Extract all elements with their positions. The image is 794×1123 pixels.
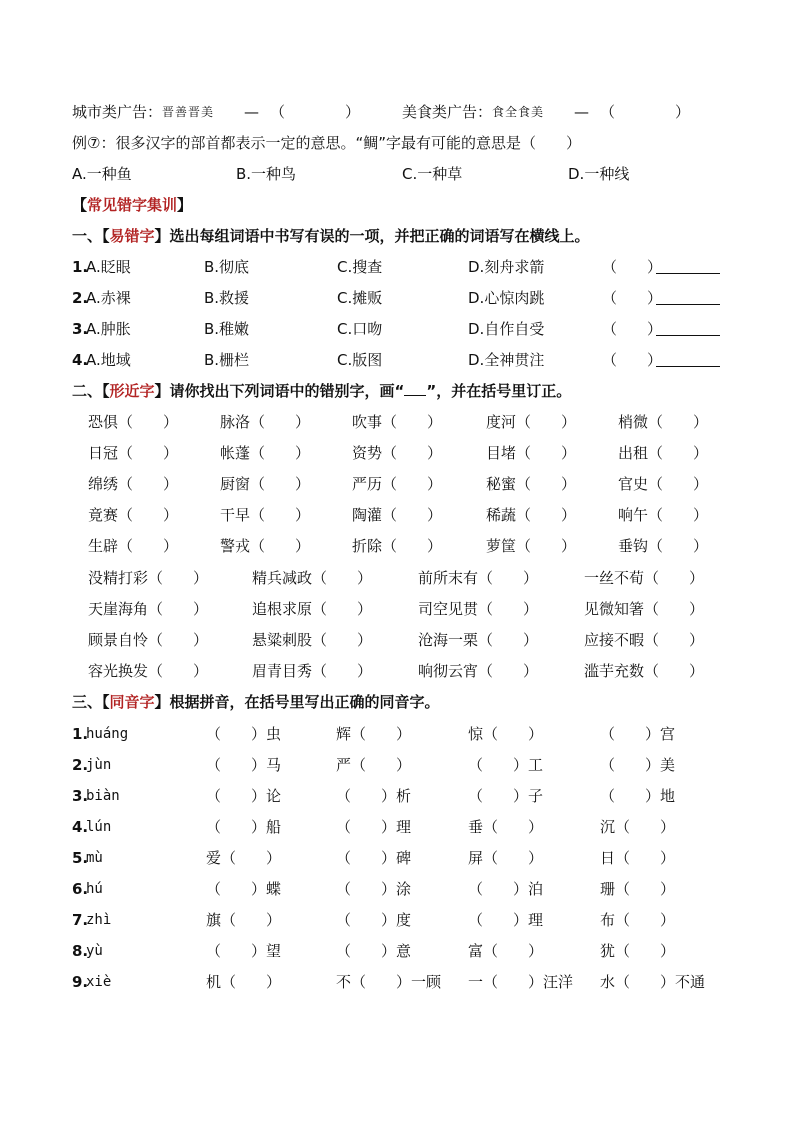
word[interactable]: 生辟	[88, 537, 119, 555]
correction-paren[interactable]: （ ）	[516, 506, 577, 524]
option-c[interactable]: C.一种草	[402, 165, 463, 183]
fill-in-cell[interactable]: （ ）子	[468, 787, 544, 805]
part2-heading: 二、【形近字】请你找出下列词语中的错别字，画“ ”，并在括号里订正。	[72, 382, 572, 400]
food-ad-answer[interactable]: （ ）	[600, 103, 691, 121]
section-title-text: 常见错字集训	[87, 196, 178, 214]
word[interactable]: 脉洛	[220, 413, 251, 431]
word[interactable]: 稀蔬	[486, 506, 517, 524]
fill-in-cell[interactable]: 水（ ）不通	[600, 973, 706, 991]
correction-paren[interactable]: （ ）	[516, 444, 577, 462]
part3-row	[72, 784, 734, 808]
correction-paren[interactable]: （ ）	[648, 506, 709, 524]
correction-paren[interactable]: （ ）	[148, 600, 209, 618]
word[interactable]: 竟赛	[88, 506, 119, 524]
idiom[interactable]: 见微知箸	[584, 600, 645, 618]
part2-idiom-row	[72, 566, 734, 590]
fill-in-cell[interactable]: 布（ ）	[600, 911, 676, 929]
fill-in-cell[interactable]: 旗（ ）	[206, 911, 282, 929]
fill-in-cell[interactable]: 屏（ ）	[468, 849, 544, 867]
pinyin: hú	[86, 881, 103, 897]
idiom[interactable]: 天崖海角	[88, 600, 149, 618]
fill-in-cell[interactable]: 沉（ ）	[600, 818, 676, 836]
correction-paren[interactable]: （ ）	[382, 537, 443, 555]
word[interactable]: 严历	[352, 475, 383, 493]
fill-in-cell[interactable]: （ ）马	[206, 756, 282, 774]
idiom[interactable]: 响彻云宵	[418, 662, 479, 680]
answer-paren[interactable]: （ ）	[602, 289, 663, 307]
fill-in-cell[interactable]: （ ）工	[468, 756, 544, 774]
correction-paren[interactable]: （ ）	[382, 475, 443, 493]
correction-paren[interactable]: （ ）	[250, 475, 311, 493]
word[interactable]: 目堵	[486, 444, 517, 462]
fill-in-cell[interactable]: （ ）理	[468, 911, 544, 929]
correction-paren[interactable]: （ ）	[648, 475, 709, 493]
fill-in-cell[interactable]: （ ）意	[336, 942, 412, 960]
part2-row	[72, 503, 734, 527]
idiom[interactable]: 追根求原	[252, 600, 313, 618]
correction-paren[interactable]: （ ）	[478, 662, 539, 680]
answer-paren[interactable]: （ ）	[602, 258, 663, 276]
word[interactable]: 厨窗	[220, 475, 251, 493]
item-number: 4.	[72, 818, 89, 836]
correction-paren[interactable]: （ ）	[312, 600, 373, 618]
part1-row: 1. A.眨眼 B.彻底 C.搜查 D.刻舟求箭 （ ）	[72, 255, 734, 279]
answer-line[interactable]	[656, 255, 720, 279]
word[interactable]: 吹事	[352, 413, 383, 431]
fill-in-cell[interactable]: （ ）虫	[206, 725, 282, 743]
correction-paren[interactable]: （ ）	[312, 662, 373, 680]
pinyin: zhì	[86, 912, 112, 928]
part2-idiom-row	[72, 597, 734, 621]
part2-tag: 形近字	[109, 382, 155, 400]
part1-row: 2. A.赤裸 B.救援 C.摊贩 D.心惊肉跳 （ ）	[72, 286, 734, 310]
ad-line	[72, 100, 734, 124]
city-ad-label: 城市类广告：	[72, 103, 163, 121]
word[interactable]: 官史	[618, 475, 649, 493]
part3-row	[72, 815, 734, 839]
fill-in-cell[interactable]: （ ）理	[336, 818, 412, 836]
correction-paren[interactable]: （ ）	[118, 506, 179, 524]
part1-row: 4. A.地域 B.栅栏 C.版图 D.全神贯注 （ ）	[72, 348, 734, 372]
idiom[interactable]: 眉青目秀	[252, 662, 313, 680]
idiom[interactable]: 悬粱刺股	[252, 631, 313, 649]
word[interactable]: 干早	[220, 506, 251, 524]
part3-row	[72, 846, 734, 870]
fill-in-cell[interactable]: （ ）泊	[468, 880, 544, 898]
item-number: 3.	[72, 787, 89, 805]
example7-options	[72, 162, 734, 186]
pinyin: mù	[86, 850, 103, 866]
correction-paren[interactable]: （ ）	[148, 631, 209, 649]
part1-heading: 一、【易错字】选出每组词语中书写有误的一项，并把正确的词语写在横线上。	[72, 227, 590, 245]
fill-in-cell[interactable]: （ ）碑	[336, 849, 412, 867]
part3-row	[72, 722, 734, 746]
pinyin: xiè	[86, 974, 112, 990]
item-number: 5.	[72, 849, 89, 867]
pinyin: biàn	[86, 788, 120, 804]
correction-paren[interactable]: （ ）	[478, 631, 539, 649]
correction-paren[interactable]: （ ）	[644, 631, 705, 649]
option-a[interactable]: A.一种鱼	[72, 165, 132, 183]
fill-in-cell[interactable]: （ ）望	[206, 942, 282, 960]
answer-line[interactable]	[656, 348, 720, 372]
part3-row	[72, 970, 734, 994]
answer-paren[interactable]: （ ）	[602, 320, 663, 338]
item-number: 6.	[72, 880, 89, 898]
correction-paren[interactable]: （ ）	[648, 413, 709, 431]
correction-paren[interactable]: （ ）	[382, 444, 443, 462]
option-b[interactable]: B.一种鸟	[236, 165, 297, 183]
correction-paren[interactable]: （ ）	[644, 569, 705, 587]
part2-idiom-row	[72, 628, 734, 652]
fill-in-cell[interactable]: （ ）地	[600, 787, 676, 805]
item-number: 8.	[72, 942, 89, 960]
correction-paren[interactable]: （ ）	[118, 444, 179, 462]
part3-row	[72, 753, 734, 777]
food-ad-label: 美食类广告：	[402, 103, 493, 121]
part2-row	[72, 441, 734, 465]
word[interactable]: 警戎	[220, 537, 251, 555]
dash: —	[244, 103, 259, 121]
correction-paren[interactable]: （ ）	[148, 662, 209, 680]
fill-in-cell[interactable]: 不（ ）一顾	[336, 973, 442, 991]
fill-in-cell[interactable]: 机（ ）	[206, 973, 282, 991]
fill-in-cell[interactable]: （ ）涂	[336, 880, 412, 898]
word[interactable]: 垂钩	[618, 537, 649, 555]
part3-row	[72, 908, 734, 932]
fill-in-cell[interactable]: 辉（ ）	[336, 725, 412, 743]
idiom[interactable]: 容光换发	[88, 662, 149, 680]
part1-tag: 易错字	[109, 227, 155, 245]
answer-line[interactable]	[656, 317, 720, 341]
correction-paren[interactable]: （ ）	[118, 537, 179, 555]
word[interactable]: 出租	[618, 444, 649, 462]
item-number: 7.	[72, 911, 89, 929]
correction-paren[interactable]: （ ）	[148, 569, 209, 587]
correction-paren[interactable]: （ ）	[478, 600, 539, 618]
fill-in-cell[interactable]: （ ）度	[336, 911, 412, 929]
correction-paren[interactable]: （ ）	[516, 413, 577, 431]
correction-paren[interactable]: （ ）	[478, 569, 539, 587]
correction-paren[interactable]: （ ）	[250, 537, 311, 555]
fill-in-cell[interactable]: 珊（ ）	[600, 880, 676, 898]
correction-paren[interactable]: （ ）	[648, 537, 709, 555]
part2-idiom-row	[72, 659, 734, 683]
word[interactable]: 绵绣	[88, 475, 119, 493]
pinyin: jùn	[86, 757, 112, 773]
city-ad-answer[interactable]: （ ）	[270, 103, 361, 121]
item-number: 2.	[72, 756, 89, 774]
fill-in-cell[interactable]: （ ）析	[336, 787, 412, 805]
part3-row	[72, 877, 734, 901]
part2-row	[72, 410, 734, 434]
fill-in-cell[interactable]: （ ）蝶	[206, 880, 282, 898]
word[interactable]: 萝筐	[486, 537, 517, 555]
correction-paren[interactable]: （ ）	[516, 537, 577, 555]
item-number: 9.	[72, 973, 89, 991]
fill-in-cell[interactable]: （ ）美	[600, 756, 676, 774]
fill-in-cell[interactable]: 日（ ）	[600, 849, 676, 867]
idiom[interactable]: 一丝不荀	[584, 569, 645, 587]
correction-paren[interactable]: （ ）	[118, 475, 179, 493]
answer-paren[interactable]: （ ）	[602, 351, 663, 369]
fill-in-cell[interactable]: 严（ ）	[336, 756, 412, 774]
part2-row	[72, 534, 734, 558]
part2-row	[72, 472, 734, 496]
fill-in-cell[interactable]: 富（ ）	[468, 942, 544, 960]
idiom[interactable]: 沧海一栗	[418, 631, 479, 649]
correction-paren[interactable]: （ ）	[382, 413, 443, 431]
word[interactable]: 折除	[352, 537, 383, 555]
city-ad-text: 晋善晋美	[162, 105, 215, 119]
correction-paren[interactable]: （ ）	[250, 506, 311, 524]
idiom[interactable]: 滥芋充数	[584, 662, 645, 680]
item-number: 1.	[72, 725, 89, 743]
idiom[interactable]: 应接不暇	[584, 631, 645, 649]
correction-paren[interactable]: （ ）	[250, 444, 311, 462]
word[interactable]: 梢微	[618, 413, 649, 431]
correction-paren[interactable]: （ ）	[382, 506, 443, 524]
idiom[interactable]: 精兵减政	[252, 569, 313, 587]
word[interactable]: 帐蓬	[220, 444, 251, 462]
word[interactable]: 秘蜜	[486, 475, 517, 493]
dash: —	[574, 103, 589, 121]
correction-paren[interactable]: （ ）	[644, 600, 705, 618]
fill-in-cell[interactable]: 爱（ ）	[206, 849, 282, 867]
correction-paren[interactable]: （ ）	[312, 631, 373, 649]
word[interactable]: 恐俱	[88, 413, 119, 431]
correction-paren[interactable]: （ ）	[648, 444, 709, 462]
pinyin: huáng	[86, 726, 129, 742]
fill-in-cell[interactable]: 垂（ ）	[468, 818, 544, 836]
correction-paren[interactable]: （ ）	[516, 475, 577, 493]
idiom[interactable]: 没精打彩	[88, 569, 149, 587]
part3-tag: 同音字	[109, 693, 155, 711]
fill-in-cell[interactable]: 一（ ）汪洋	[468, 973, 574, 991]
example7-question: 例⑦：很多汉字的部首都表示一定的意思。“鲷”字最有可能的意思是（ ）	[72, 134, 581, 152]
answer-line[interactable]	[656, 286, 720, 310]
word[interactable]: 资势	[352, 444, 383, 462]
word[interactable]: 响午	[618, 506, 649, 524]
fill-in-cell[interactable]: （ ）船	[206, 818, 282, 836]
idiom[interactable]: 前所末有	[418, 569, 479, 587]
idiom[interactable]: 司空见贯	[418, 600, 479, 618]
correction-paren[interactable]: （ ）	[118, 413, 179, 431]
fill-in-cell[interactable]: 惊（ ）	[468, 725, 544, 743]
part1-row: 3. A.肿胀 B.稚嫩 C.口吻 D.自作自受 （ ）	[72, 317, 734, 341]
correction-paren[interactable]: （ ）	[644, 662, 705, 680]
word[interactable]: 度河	[486, 413, 517, 431]
word[interactable]: 日冠	[88, 444, 119, 462]
correction-paren[interactable]: （ ）	[312, 569, 373, 587]
fill-in-cell[interactable]: 犹（ ）	[600, 942, 676, 960]
word[interactable]: 陶灌	[352, 506, 383, 524]
part3-row	[72, 939, 734, 963]
pinyin: lún	[86, 819, 112, 835]
section-title: 【常见错字集训】	[72, 196, 193, 214]
part3-heading: 三、【同音字】根据拼音，在括号里写出正确的同音字。	[72, 693, 440, 711]
idiom[interactable]: 顾景自怜	[88, 631, 149, 649]
underline-mark	[404, 383, 426, 396]
pinyin: yù	[86, 943, 103, 959]
food-ad-text: 食全食美	[492, 105, 545, 119]
option-d[interactable]: D.一种线	[568, 165, 630, 183]
correction-paren[interactable]: （ ）	[250, 413, 311, 431]
fill-in-cell[interactable]: （ ）宫	[600, 725, 676, 743]
fill-in-cell[interactable]: （ ）论	[206, 787, 282, 805]
